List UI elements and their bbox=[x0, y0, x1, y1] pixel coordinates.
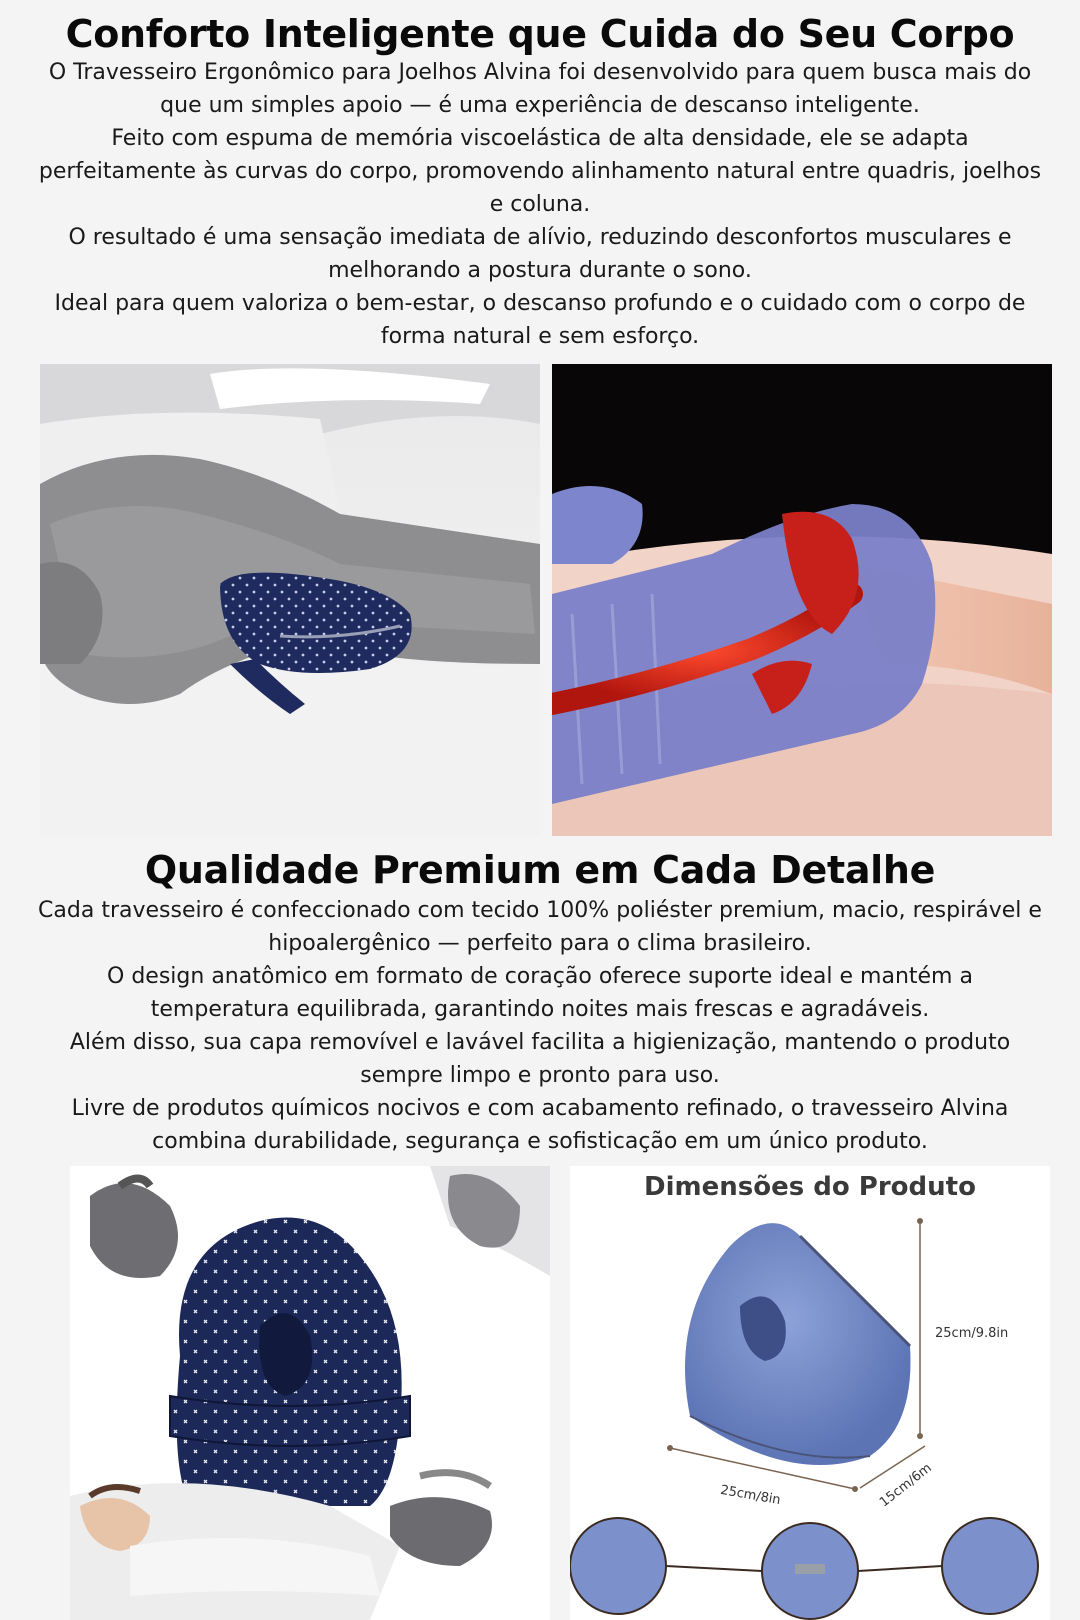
quality-line: Livre de produtos químicos nocivos e com acabamento refinado, o travesseiro Alvina bbox=[71, 1096, 1009, 1121]
quality-line: sempre limpo e pronto para uso. bbox=[360, 1063, 720, 1088]
section-title-comfort: Conforto Inteligente que Cuida do Seu Corpo bbox=[65, 12, 1015, 56]
bed-knee-pillow-photo bbox=[40, 364, 540, 836]
quality-line: combina durabilidade, segurança e sofisticação em um único produto. bbox=[152, 1129, 928, 1154]
navy-pillow-collage-photo bbox=[70, 1166, 550, 1620]
quality-line: temperatura equilibrada, garantindo noites mais frescas e agradáveis. bbox=[150, 997, 930, 1022]
comfort-line: forma natural e sem esforço. bbox=[380, 324, 700, 349]
quality-line: O design anatômico em formato de coração oferece suporte ideal e mantém a bbox=[107, 964, 973, 989]
section-title-quality: Qualidade Premium em Cada Detalhe bbox=[144, 848, 936, 892]
width-dimension-label: 25cm/8in bbox=[719, 1482, 782, 1509]
quality-line: Cada travesseiro é confeccionado com tecido 100% poliéster premium, macio, respirável e bbox=[38, 898, 1042, 923]
comfort-line: O resultado é uma sensação imediata de alívio, reduzindo desconfortos musculares e bbox=[68, 225, 1012, 250]
dimensions-title: Dimensões do Produto bbox=[644, 1172, 976, 1202]
quality-line: hipoalergênico — perfeito para o clima brasileiro. bbox=[268, 931, 812, 956]
quality-description bbox=[28, 894, 1052, 1158]
comfort-line: melhorando a postura durante o sono. bbox=[328, 258, 752, 283]
spine-xray-illustration bbox=[552, 364, 1052, 836]
comfort-line: O Travesseiro Ergonômico para Joelhos Alvina foi desenvolvido para quem busca mais do bbox=[48, 60, 1032, 85]
depth-dimension-label: 15cm/6m bbox=[876, 1460, 935, 1511]
comfort-line: Feito com espuma de memória viscoelástica de alta densidade, ele se adapta bbox=[111, 126, 969, 151]
height-dimension-label: 25cm/9.8in bbox=[935, 1326, 1009, 1341]
comfort-line: Ideal para quem valoriza o bem-estar, o descanso profundo e o cuidado com o corpo de bbox=[54, 291, 1026, 316]
product-dimensions-panel bbox=[570, 1166, 1050, 1620]
comfort-line: que um simples apoio — é uma experiência de descanso inteligente. bbox=[160, 93, 920, 118]
comfort-line: e coluna. bbox=[489, 192, 591, 217]
comfort-line: perfeitamente às curvas do corpo, promovendo alinhamento natural entre quadris, joelhos bbox=[38, 159, 1042, 184]
comfort-description bbox=[28, 56, 1052, 353]
quality-line: Além disso, sua capa removível e lavável facilita a higienização, mantendo o produto bbox=[69, 1030, 1011, 1055]
